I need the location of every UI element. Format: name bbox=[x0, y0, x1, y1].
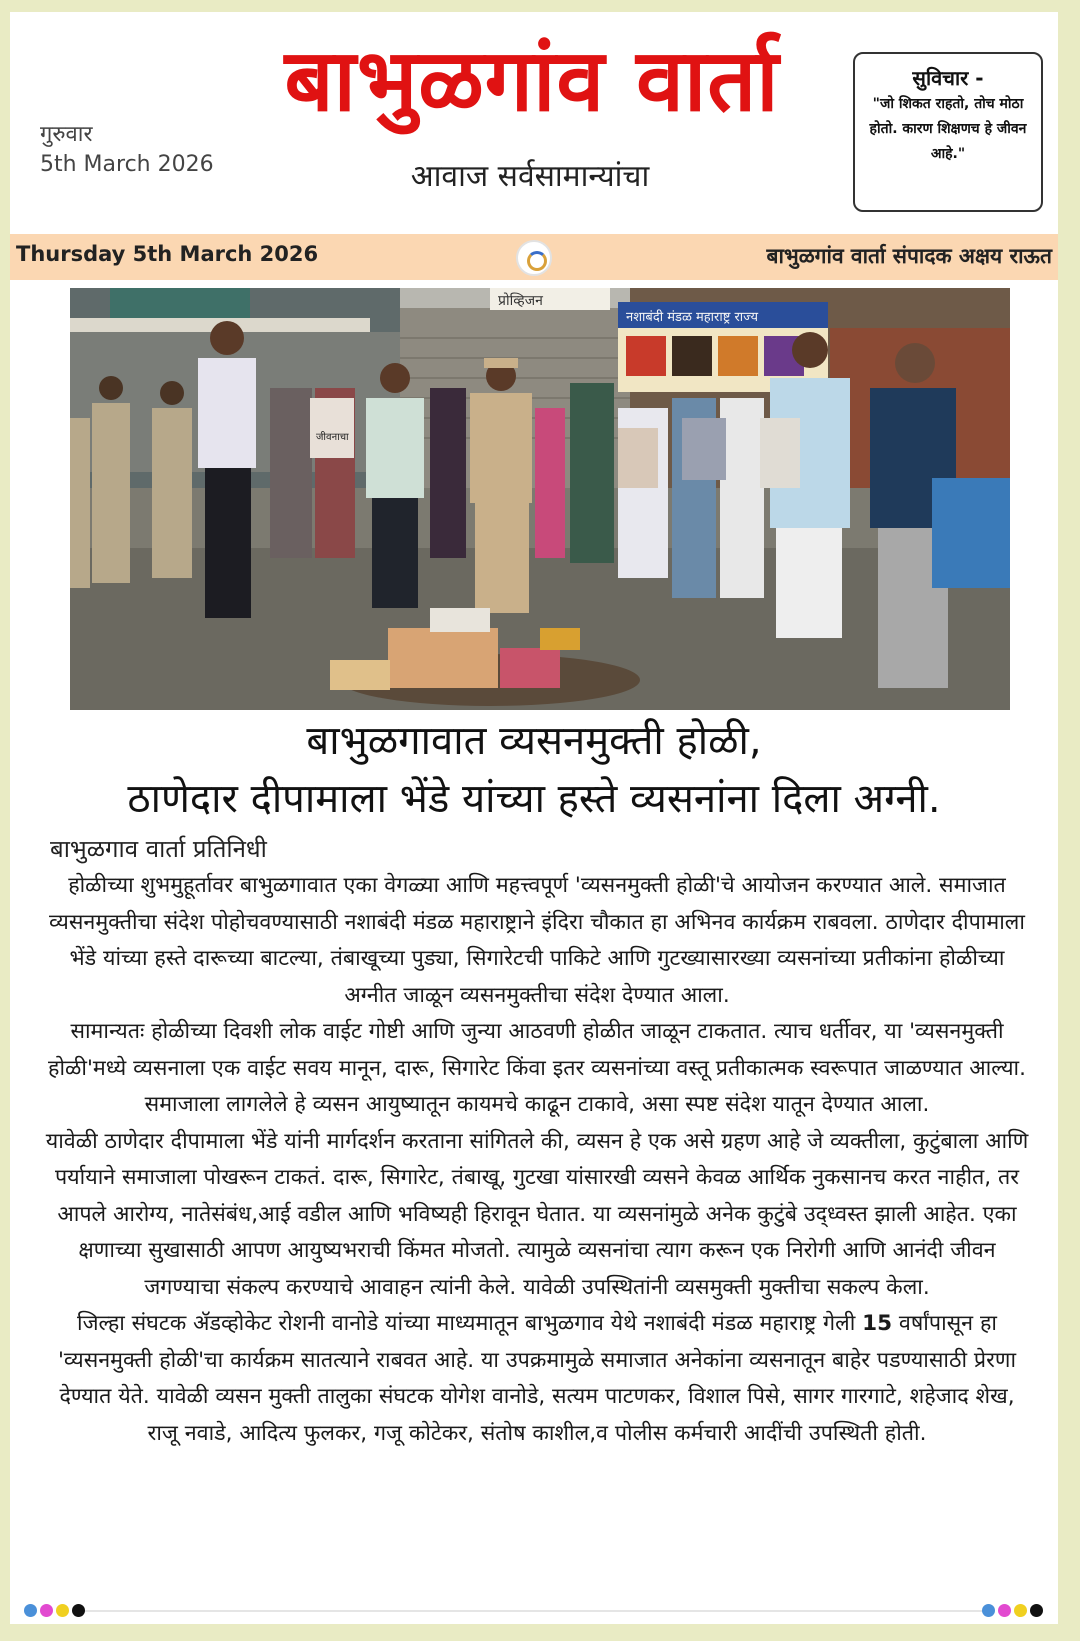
article-paragraph-4 bbox=[42, 1306, 1032, 1452]
footer-dot-icon bbox=[56, 1604, 69, 1617]
footer-decoration bbox=[10, 1598, 1058, 1624]
newspaper-logo-icon bbox=[516, 240, 552, 276]
headline-line-2: ठाणेदार दीपामाला भेंडे यांच्या हस्ते व्यसनांना दिला अग्नी. bbox=[127, 776, 941, 822]
footer-dot-icon bbox=[1014, 1604, 1027, 1617]
footer-dot-icon bbox=[1030, 1604, 1043, 1617]
banner-text: नशाबंदी मंडळ महाराष्ट्र राज्य bbox=[626, 310, 759, 325]
quote-box bbox=[853, 52, 1043, 212]
article-paragraph-3: यावेळी ठाणेदार दीपामाला भेंडे यांनी मार्गदर्शन करताना सांगितले की, व्यसन हे एक असे ग्रहण आहे जे व्यक्तीला, कुटुंबाला आणि पर्यायाने समाजाला पोखरून टाकतं. दारू, सिगारेट, तंबाखू, गुटखा यांसारखी व्यसने केवळ आर्थिक नुकसानच करत नाहीत, तर आपले आरोग्य, नातेसंबंध,आई वडील आणि भविष्यही हिरावून घेतात. या व्यसनांमुळे अनेक कुटुंबे उद्ध्वस्त झाली आहेत. एका क्षणाच्या सुखासाठी आपण आयुष्यभराची किंमत मोजतो. त्यामुळे व्यसनांचा त्याग करून एक निरोगी आणि आनंदी जीवन जगण्याचा संकल्प करण्याचे आवाहन त्यांनी केले. यावेळी उपस्थितांनी व्यसमुक्ती मुक्तीचा सकल्प केला. bbox=[45, 1128, 1029, 1300]
quote-text: "जो शिकत राहतो, तोच मोठा होतो. कारण शिक्षणच हे जीवन आहे." bbox=[869, 96, 1027, 162]
article-paragraph-2: सामान्यतः होळीच्या दिवशी लोक वाईट गोष्टी आणि जुन्या आठवणी होळीत जाळून टाकतात. त्याच धर्तीवर, या 'व्यसनमुक्ती होळी'मध्ये व्यसनाला एक वाईट सवय मानून, दारू, सिगारेट किंवा इतर व्यसनांच्या वस्तू प्रतीकात्मक स्वरूपात जाळण्यात आल्या. समाजाला लागलेले हे व्यसन आयुष्यातून कायमचे काढून टाकावे, असा स्पष्ट संदेश यातून देण्यात आला. bbox=[48, 1019, 1026, 1117]
years-count: 15 bbox=[862, 1311, 893, 1336]
footer-dot-icon bbox=[998, 1604, 1011, 1617]
footer-divider bbox=[80, 1610, 988, 1612]
headline-line-1: बाभुळगावात व्यसनमुक्ती होळी, bbox=[306, 718, 762, 764]
poster-text: जीवनाचा bbox=[316, 432, 349, 443]
article-paragraph-4-start: जिल्हा संघटक ॲडव्होकेट रोशनी वानोडे यांच्या माध्यमातून बाभुळगाव येथे नशाबंदी मंडळ महाराष्ट्र गेली bbox=[77, 1311, 856, 1336]
footer-dot-icon bbox=[24, 1604, 37, 1617]
article-body bbox=[42, 868, 1032, 1452]
date-strip bbox=[10, 234, 1058, 280]
shop-sign-text: प्रोव्हिजन bbox=[498, 293, 543, 309]
issue-day: गुरुवार bbox=[40, 122, 93, 147]
strip-editor: बाभुळगांव वार्ता संपादक अक्षय राऊत bbox=[766, 244, 1052, 268]
byline: बाभुळगाव वार्ता प्रतिनिधी bbox=[50, 835, 267, 863]
newspaper-title: बाभुळगांव वार्ता bbox=[284, 31, 780, 131]
quote-heading: सुविचार - bbox=[912, 66, 984, 90]
article-paragraph-1: होळीच्या शुभमुहूर्तावर बाभुळगावात एका वेगळ्या आणि महत्त्वपूर्ण 'व्यसनमुक्ती होळी'चे आयोजन करण्यात आले. समाजात व्यसनमुक्तीचा संदेश पोहोचवण्यासाठी नशाबंदी मंडळ महाराष्ट्राने इंदिरा चौकात हा अभिनव कार्यक्रम राबवला. ठाणेदार दीपामाला भेंडे यांच्या हस्ते दारूच्या बाटल्या, तंबाखूच्या पुड्या, सिगारेटची पाकिटे आणि गुटख्यासारख्या व्यसनांच्या प्रतीकांना होळीच्या अग्नीत जाळून व्यसनमुक्तीचा संदेश देण्यात आला. bbox=[49, 873, 1025, 1008]
article-paragraph-4-end: वर्षांपासून हा 'व्यसनमुक्ती होळी'चा कार्यक्रम सातत्याने राबवत आहे. या उपक्रमामुळे समाजात अनेकांना व्यसनातून बाहेर पडण्यासाठी प्रेरणा देण्यात येते. यावेळी व्यसन मुक्ती तालुका संघटक योगेश वानोडे, सत्यम पाटणकर, विशाल पिसे, सागर गारगाटे, शहेजाद शेख, राजू नवाडे, आदित्य फुलकर, गजू कोटेकर, संतोष काशील,व पोलीस कर्मचारी आदींची उपस्थिती होती. bbox=[57, 1311, 1017, 1446]
issue-date: 5th March 2026 bbox=[40, 152, 214, 177]
masthead bbox=[10, 12, 1058, 234]
headline bbox=[10, 712, 1058, 828]
footer-dot-icon bbox=[982, 1604, 995, 1617]
footer-dot-icon bbox=[40, 1604, 53, 1617]
footer-dot-icon bbox=[72, 1604, 85, 1617]
strip-date: Thursday 5th March 2026 bbox=[16, 242, 319, 266]
newspaper-page bbox=[10, 12, 1058, 1624]
issue-date-block bbox=[40, 120, 214, 180]
newspaper-tagline: आवाज सर्वसामान्यांचा bbox=[410, 159, 650, 194]
news-photo bbox=[70, 288, 1010, 710]
photo-illustration bbox=[70, 288, 1010, 710]
